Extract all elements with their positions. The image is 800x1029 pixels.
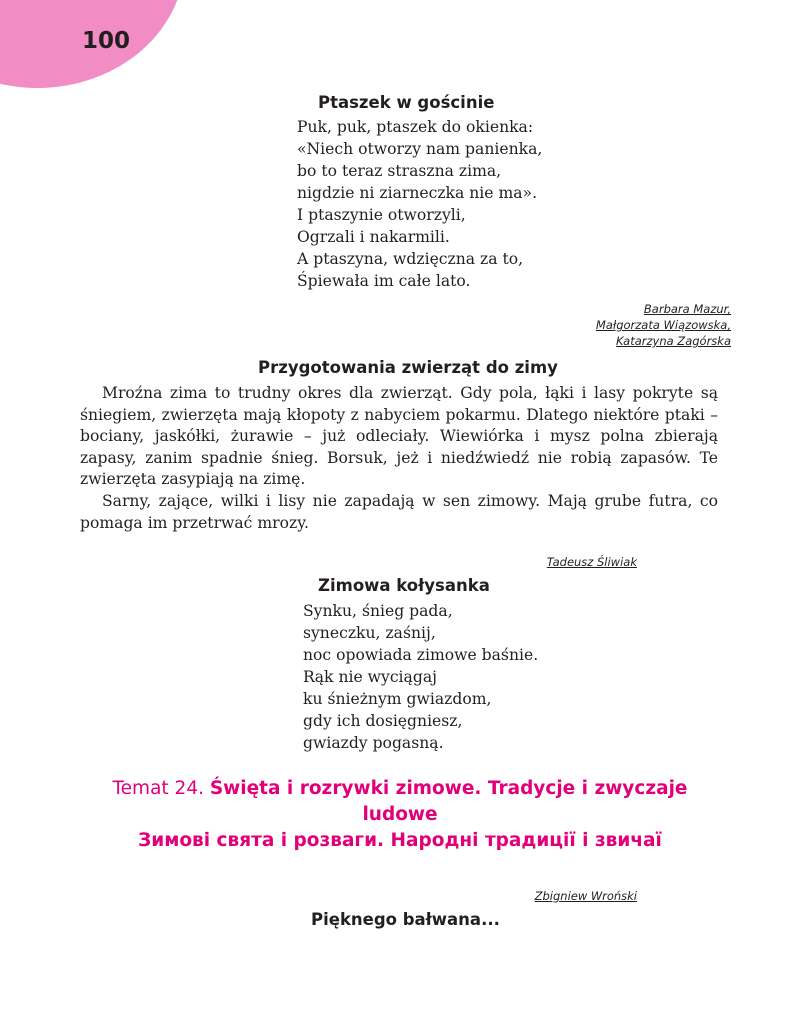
verse-line: Synku, śnieg pada, xyxy=(303,602,453,620)
author-name: Barbara Mazur, xyxy=(643,302,731,316)
verse-line: Puk, puk, ptaszek do okienka: xyxy=(297,118,534,136)
poem-author: Tadeusz Śliwiak xyxy=(546,555,637,569)
topic-title-ukrainian: Зимові свята і розваги. Народні традиції і звичаї xyxy=(138,830,662,851)
author-name: Małgorzata Wiązowska, xyxy=(595,318,731,332)
poem-title: Pięknego bałwana... xyxy=(311,910,500,929)
verse-line: bo to teraz straszna zima, xyxy=(297,162,502,180)
poem-title: Zimowa kołysanka xyxy=(318,576,490,595)
verse-line: Ogrzali i nakarmili. xyxy=(297,228,450,246)
poem-authors xyxy=(596,301,731,349)
topic-title-polish: Święta i rozrywki zimowe. Tradycje i zwyczaje ludowe xyxy=(209,778,688,825)
article-paragraph: Sarny, zające, wilki i lisy nie zapadają w sen zimowy. Mają grube futra, co pomaga im przetrwać mrozy. xyxy=(80,491,718,532)
verse-line: gdy ich dosięgniesz, xyxy=(303,712,463,730)
verse-line: gwiazdy pogasną. xyxy=(303,734,444,752)
verse-line: Śpiewała im całe lato. xyxy=(297,272,471,290)
page-number: 100 xyxy=(82,28,131,54)
poem-verse xyxy=(297,116,542,292)
topic-heading xyxy=(80,776,720,854)
verse-line: noc opowiada zimowe baśnie. xyxy=(303,646,539,664)
verse-line: syneczku, zaśnij, xyxy=(303,624,436,642)
author-name: Katarzyna Zagórska xyxy=(616,334,731,348)
topic-number: Temat 24. xyxy=(112,778,204,799)
topic-title-uk xyxy=(80,828,720,854)
poem-title: Ptaszek w gościnie xyxy=(318,93,495,112)
verse-line: «Niech otworzy nam panienka, xyxy=(297,140,543,158)
verse-line: Rąk nie wyciągaj xyxy=(303,668,437,686)
verse-line: nigdzie ni ziarneczka nie ma». xyxy=(297,184,538,202)
verse-line: ku śnieżnym gwiazdom, xyxy=(303,690,492,708)
article-body xyxy=(80,383,718,534)
poem-author: Zbigniew Wroński xyxy=(534,889,637,903)
verse-line: I ptaszynie otworzyli, xyxy=(297,206,466,224)
verse-line: A ptaszyna, wdzięczna za to, xyxy=(297,250,524,268)
topic-title-pl xyxy=(80,776,720,828)
poem-verse xyxy=(303,600,538,754)
article-title: Przygotowania zwierząt do zimy xyxy=(258,358,558,377)
article-paragraph: Mroźna zima to trudny okres dla zwierząt. Gdy pola, łąki i lasy pokryte są śniegiem, zwierzęta mają kłopoty z nabyciem pokarmu. Dlatego niektóre ptaki – bociany, jaskółki, żurawie – już odleciały. Wiewiórka i mysz polna zbierają zapasy, zanim spadnie śnieg. Borsuk, jeż i niedźwiedź nie robią zapasów. Te zwierzęta zasypiają na zimę. xyxy=(80,384,718,489)
